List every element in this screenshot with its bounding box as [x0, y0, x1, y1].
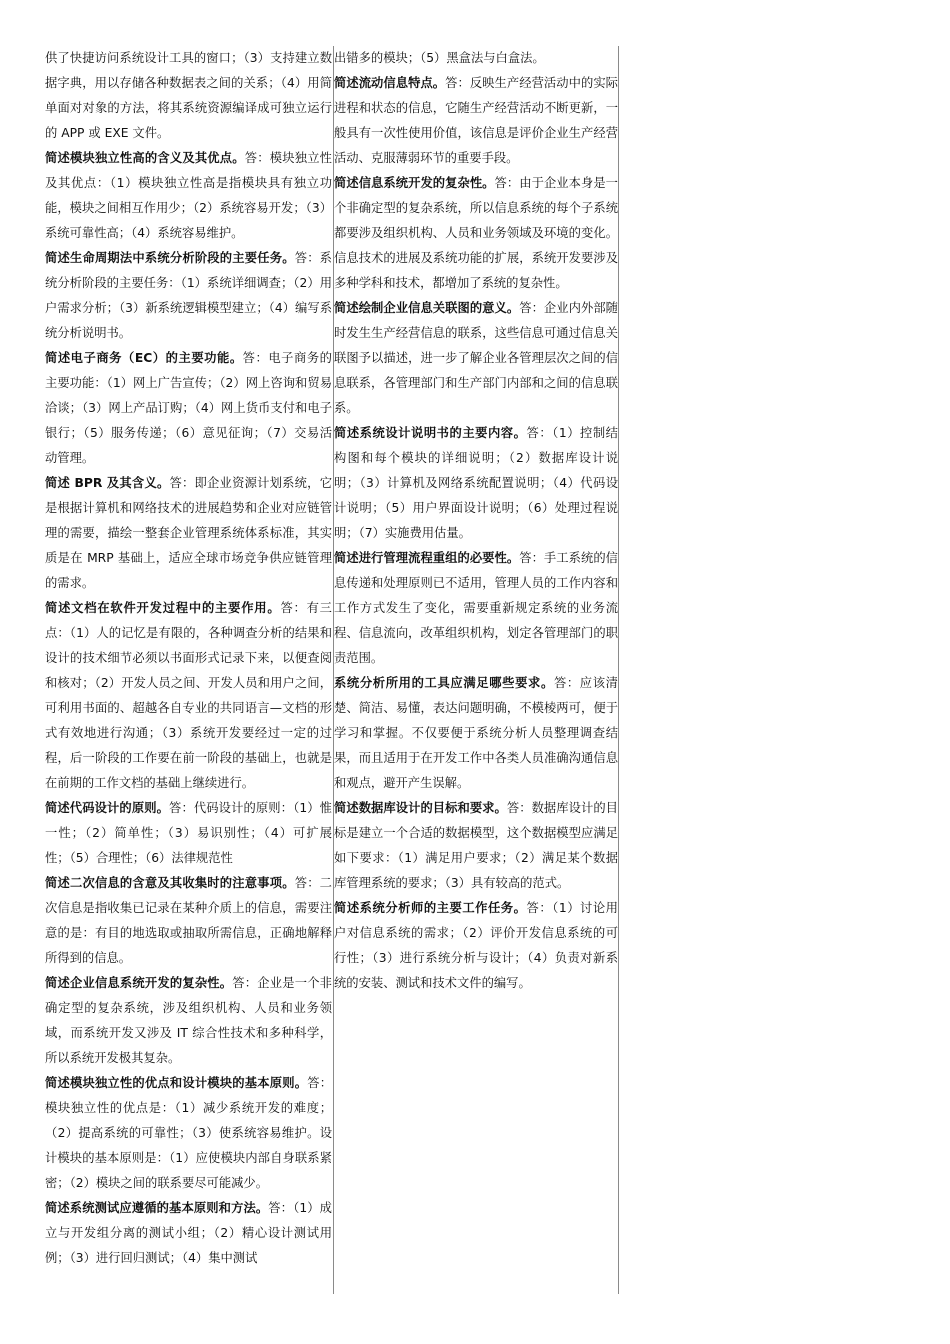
question-heading: 简述进行管理流程重组的必要性。: [334, 551, 520, 565]
qa-entry: [45, 871, 332, 971]
question-heading: 简述系统测试应遵循的基本原则和方法。: [45, 1201, 269, 1215]
answer-text: 供了快捷访问系统设计工具的窗口；（3）支持建立数据字典，用以存储各种数据表之间的关系；（4）用简单面对对象的方法，将其系统资源编译成可独立运行的 APP 或 EXE 文件。: [45, 51, 332, 140]
question-heading: 简述模块独立性的优点和设计模块的基本原则。: [45, 1076, 308, 1090]
answer-text: 答：（1）成立与开发组分离的测试小组；（2）精心设计测试用例；（3）进行回归测试；（4）集中测试: [45, 1201, 332, 1265]
question-heading: 简述企业信息系统开发的复杂性。: [45, 976, 233, 990]
left-column: [45, 46, 332, 1271]
qa-entry: [45, 596, 332, 796]
question-heading: 简述流动信息特点。: [334, 76, 446, 90]
answer-text: 答：应该清楚、简洁、易懂，表达问题明确，不模棱两可，便于学习和掌握。不仅要便于系统分析人员整理调查结果，而且适用于在开发工作中各类人员准确沟通信息和观点，避开产生误解。: [334, 676, 618, 790]
question-heading: 系统分析所用的工具应满足哪些要求。: [334, 676, 554, 690]
answer-text: 答：企业内外部随时发生生产经营信息的联系，这些信息可通过信息关联图予以描述，进一步了解企业各管理层次之间的信息联系，各管理部门和生产部门内部和之间的信息联系。: [334, 301, 618, 415]
question-heading: 简述模块独立性高的含义及其优点。: [45, 151, 245, 165]
answer-text: 出错多的模块；（5）黑盒法与白盒法。: [334, 51, 545, 65]
qa-entry: [45, 471, 332, 596]
question-heading: 简述系统分析师的主要工作任务。: [334, 901, 527, 915]
answer-text: 答：数据库设计的目标是建立一个合适的数据模型，这个数据模型应满足如下要求：（1）满足用户要求；（2）满足某个数据库管理系统的要求；（3）具有较高的范式。: [334, 801, 618, 890]
question-heading: 简述数据库设计的目标和要求。: [334, 801, 507, 815]
qa-entry: [334, 671, 618, 796]
answer-text: 答：模块独立性的优点是：（1）减少系统开发的难度；（2）提高系统的可靠性；（3）使系统容易维护。设计模块的基本原则是：（1）应使模块内部自身联系紧密；（2）模块之间的联系要尽可能减少。: [45, 1076, 332, 1190]
qa-entry: [334, 71, 618, 171]
right-column: [334, 46, 618, 996]
answer-text: 答：模块独立性及其优点：（1）模块独立性高是指模块具有独立功能，模块之间相互作用少；（2）系统容易开发；（3）系统可靠性高；（4）系统容易维护。: [45, 151, 332, 240]
answer-text: 答：（1）讨论用户对信息系统的需求；（2）评价开发信息系统的可行性；（3）进行系统分析与设计；（4）负责对新系统的安装、测试和技术文件的编写。: [334, 901, 618, 990]
qa-entry: [334, 421, 618, 546]
answer-text: 答：系统分析阶段的主要任务：（1）系统详细调查；（2）用户需求分析；（3）新系统逻辑模型建立；（4）编写系统分析说明书。: [45, 251, 332, 340]
question-heading: 简述信息系统开发的复杂性。: [334, 176, 495, 190]
qa-entry: [334, 896, 618, 996]
question-heading: 简述代码设计的原则。: [45, 801, 170, 815]
answer-text: 答：二次信息是指收集已记录在某种介质上的信息，需要注意的是：有目的地选取或抽取所需信息，正确地解释所得到的信息。: [45, 876, 332, 965]
column-divider-right: [618, 46, 619, 1294]
qa-entry: [45, 46, 332, 146]
qa-entry: [45, 796, 332, 871]
answer-text: 答：由于企业本身是一个非确定型的复杂系统，所以信息系统的每个子系统都要涉及组织机构、人员和业务领域及环境的变化。信息技术的进展及系统功能的扩展，系统开发要涉及多种学科和技术，都增加了系统的复杂性。: [334, 176, 618, 290]
answer-text: 答：反映生产经营活动中的实际进程和状态的信息，它随生产经营活动不断更新，一般具有一次性使用价值，该信息是评价企业生产经营活动、克服薄弱环节的重要手段。: [334, 76, 618, 165]
qa-entry: [334, 546, 618, 671]
qa-entry: [45, 346, 332, 471]
question-heading: 简述系统设计说明书的主要内容。: [334, 426, 527, 440]
question-heading: 简述 BPR 及其含义。: [45, 476, 170, 490]
qa-entry: [334, 46, 618, 71]
question-heading: 简述电子商务（EC）的主要功能。: [45, 351, 243, 365]
question-heading: 简述二次信息的含意及其收集时的注意事项。: [45, 876, 295, 890]
qa-entry: [45, 146, 332, 246]
qa-entry: [45, 1071, 332, 1196]
qa-entry: [45, 971, 332, 1071]
answer-text: 答：有三点：（1）人的记忆是有限的，各种调查分析的结果和设计的技术细节必须以书面形式记录下来，以便查阅和核对；（2）开发人员之间、开发人员和用户之间，可利用书面的、超越各自专业的共同语言—文档的形式有效地进行沟通；（3）系统开发要经过一定的过程，后一阶段的工作要在前一阶段的基础上，也就是在前期的工作文档的基础上继续进行。: [45, 601, 332, 790]
qa-entry: [45, 246, 332, 346]
question-heading: 简述生命周期法中系统分析阶段的主要任务。: [45, 251, 295, 265]
question-heading: 简述文档在软件开发过程中的主要作用。: [45, 601, 281, 615]
answer-text: 答：企业是一个非确定型的复杂系统，涉及组织机构、人员和业务领域，而系统开发又涉及 IT 综合性技术和多种科学，所以系统开发极其复杂。: [45, 976, 332, 1065]
qa-entry: [334, 296, 618, 421]
answer-text: 答：电子商务的主要功能：（1）网上广告宣传；（2）网上咨询和贸易洽谈；（3）网上产品订购；（4）网上货币支付和电子银行；（5）服务传递；（6）意见征询；（7）交易活动管理。: [45, 351, 332, 465]
answer-text: 答：（1）控制结构图和每个模块的详细说明；（2）数据库设计说明；（3）计算机及网络系统配置说明；（4）代码设计说明；（5）用户界面设计说明；（6）处理过程说明；（7）实施费用估量。: [334, 426, 618, 540]
qa-entry: [334, 171, 618, 296]
answer-text: 答：即企业资源计划系统，它是根据计算机和网络技术的进展趋势和企业对应链管理的需要，描绘一整套企业管理系统体系标准，其实质是在 MRP 基础上，适应全球市场竞争供应链管理的需求。: [45, 476, 332, 590]
answer-text: 答：代码设计的原则：（1）惟一性；（2）简单性；（3）易识别性；（4）可扩展性；（5）合理性；（6）法律规范性: [45, 801, 332, 865]
question-heading: 简述绘制企业信息关联图的意义。: [334, 301, 520, 315]
answer-text: 答：手工系统的信息传递和处理原则已不适用，管理人员的工作内容和工作方式发生了变化，需要重新规定系统的业务流程、信息流向，改革组织机构，划定各管理部门的职责范围。: [334, 551, 618, 665]
qa-entry: [45, 1196, 332, 1271]
qa-entry: [334, 796, 618, 896]
